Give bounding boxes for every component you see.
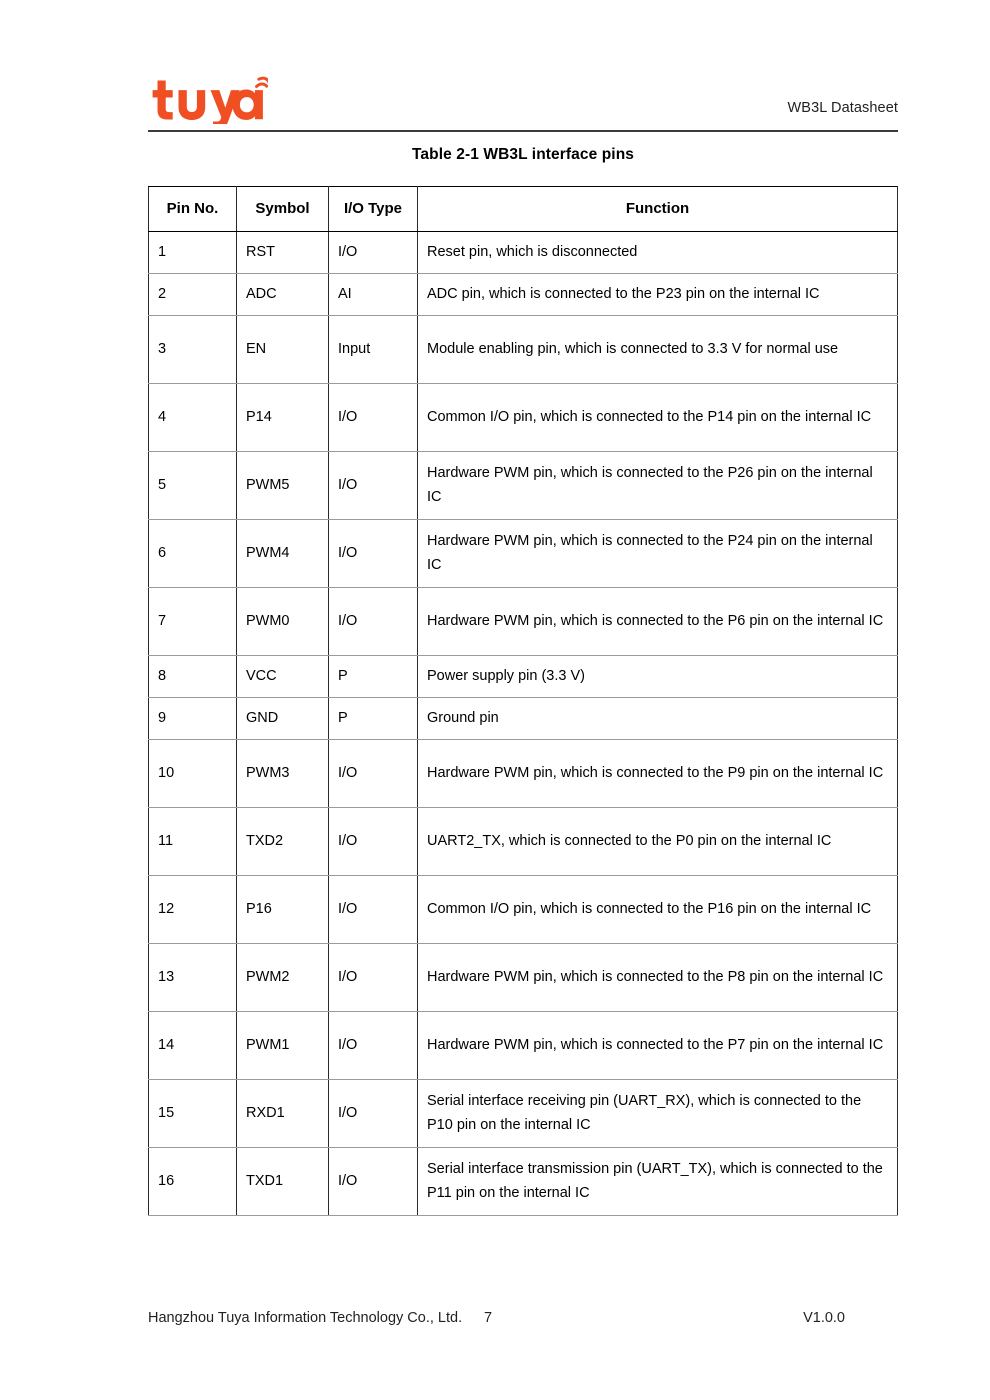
cell-io-type-text: I/O [338, 1036, 358, 1053]
cell-symbol-text: RXD1 [246, 1104, 285, 1121]
header-document-title: WB3L Datasheet [787, 100, 898, 116]
cell-pin-no [149, 274, 237, 316]
column-header-io-type [329, 187, 418, 232]
table-row [149, 944, 898, 1012]
cell-symbol-text: PWM2 [246, 968, 290, 985]
cell-symbol [237, 1012, 329, 1080]
cell-io-type [329, 316, 418, 384]
cell-symbol-text: PWM5 [246, 476, 290, 493]
table-row [149, 384, 898, 452]
cell-function-text: Serial interface receiving pin (UART_RX), which is connected to the P10 pin on the internal IC [427, 1093, 862, 1133]
cell-function [418, 274, 898, 316]
table-row [149, 274, 898, 316]
cell-io-type-text: I/O [338, 900, 358, 917]
interface-pins-table [148, 186, 898, 1216]
cell-pin-no-text: 16 [158, 1172, 175, 1189]
cell-symbol [237, 316, 329, 384]
cell-symbol-text: ADC [246, 285, 277, 302]
table-row [149, 740, 898, 808]
cell-pin-no [149, 808, 237, 876]
cell-io-type [329, 452, 418, 520]
cell-pin-no-text: 11 [158, 832, 174, 849]
cell-pin-no-text: 9 [158, 709, 167, 726]
cell-io-type [329, 808, 418, 876]
cell-function-text: Module enabling pin, which is connected to 3.3 V for normal use [427, 340, 839, 357]
cell-function [418, 452, 898, 520]
footer-page-number: 7 [484, 1310, 493, 1326]
cell-function [418, 232, 898, 274]
cell-pin-no [149, 384, 237, 452]
cell-symbol-text: P16 [246, 900, 272, 917]
cell-pin-no [149, 876, 237, 944]
table-row [149, 876, 898, 944]
tuya-logo [148, 74, 268, 124]
cell-pin-no [149, 588, 237, 656]
cell-symbol [237, 274, 329, 316]
cell-symbol [237, 808, 329, 876]
cell-io-type-text: Input [338, 340, 371, 357]
table-row [149, 232, 898, 274]
cell-function [418, 1012, 898, 1080]
cell-function-text: Ground pin [427, 709, 499, 726]
cell-function-text: Hardware PWM pin, which is connected to the P8 pin on the internal IC [427, 968, 884, 985]
cell-function-text: Reset pin, which is disconnected [427, 243, 638, 260]
cell-function [418, 808, 898, 876]
cell-function [418, 944, 898, 1012]
cell-symbol [237, 384, 329, 452]
cell-pin-no-text: 4 [158, 408, 167, 425]
pin-table-container [148, 186, 897, 1216]
cell-io-type [329, 944, 418, 1012]
wifi-signal-icon [257, 78, 269, 86]
column-header-symbol [237, 187, 329, 232]
cell-pin-no-text: 14 [158, 1036, 175, 1053]
cell-pin-no-text: 8 [158, 667, 167, 684]
cell-function [418, 740, 898, 808]
cell-symbol [237, 452, 329, 520]
cell-pin-no-text: 3 [158, 340, 167, 357]
column-header-pin-no [149, 187, 237, 232]
cell-io-type-text: I/O [338, 408, 358, 425]
column-header-function-label: Function [625, 199, 690, 217]
cell-function [418, 1080, 898, 1148]
cell-function-text: Hardware PWM pin, which is connected to the P9 pin on the internal IC [427, 764, 884, 781]
cell-io-type [329, 232, 418, 274]
table-row [149, 1080, 898, 1148]
table-row [149, 520, 898, 588]
cell-io-type [329, 588, 418, 656]
cell-pin-no [149, 452, 237, 520]
cell-pin-no [149, 1012, 237, 1080]
cell-symbol-text: GND [246, 709, 279, 726]
cell-pin-no [149, 232, 237, 274]
cell-function-text: Common I/O pin, which is connected to the P14 pin on the internal IC [427, 408, 872, 425]
column-header-pin-no-label: Pin No. [166, 199, 219, 217]
cell-pin-no-text: 6 [158, 544, 167, 561]
cell-io-type [329, 1148, 418, 1216]
cell-io-type [329, 384, 418, 452]
table-row [149, 656, 898, 698]
cell-io-type [329, 698, 418, 740]
cell-pin-no-text: 15 [158, 1104, 175, 1121]
cell-pin-no [149, 740, 237, 808]
cell-io-type-text: I/O [338, 764, 358, 781]
cell-pin-no-text: 12 [158, 900, 175, 917]
cell-function [418, 316, 898, 384]
cell-pin-no [149, 656, 237, 698]
table-row [149, 1012, 898, 1080]
cell-io-type [329, 520, 418, 588]
header-divider [148, 130, 898, 132]
page-footer [148, 1310, 898, 1330]
cell-pin-no [149, 316, 237, 384]
cell-symbol [237, 520, 329, 588]
cell-symbol [237, 1080, 329, 1148]
cell-symbol [237, 588, 329, 656]
table-row [149, 588, 898, 656]
cell-io-type-text: I/O [338, 968, 358, 985]
cell-io-type-text: I/O [338, 476, 358, 493]
cell-function-text: UART2_TX, which is connected to the P0 pin on the internal IC [427, 832, 832, 849]
cell-io-type [329, 1080, 418, 1148]
table-row [149, 316, 898, 384]
cell-symbol-text: PWM1 [246, 1036, 290, 1053]
cell-function [418, 656, 898, 698]
cell-symbol-text: TXD1 [246, 1172, 284, 1189]
table-caption: Table 2-1 WB3L interface pins [412, 146, 634, 163]
cell-io-type [329, 876, 418, 944]
cell-function [418, 1148, 898, 1216]
cell-pin-no-text: 2 [158, 285, 167, 302]
cell-io-type-text: I/O [338, 544, 358, 561]
cell-function [418, 520, 898, 588]
cell-pin-no-text: 7 [158, 612, 167, 629]
cell-function-text: Hardware PWM pin, which is connected to the P6 pin on the internal IC [427, 612, 884, 629]
cell-function-text: Hardware PWM pin, which is connected to the P26 pin on the internal IC [427, 465, 873, 505]
cell-symbol-text: RST [246, 243, 275, 260]
column-header-symbol-label: Symbol [255, 199, 310, 217]
cell-function-text: Power supply pin (3.3 V) [427, 667, 585, 684]
cell-symbol-text: PWM0 [246, 612, 290, 629]
cell-symbol-text: PWM4 [246, 544, 290, 561]
cell-function-text: Hardware PWM pin, which is connected to the P7 pin on the internal IC [427, 1036, 884, 1053]
cell-io-type-text: P [338, 667, 348, 684]
footer-version: V1.0.0 [803, 1310, 845, 1326]
cell-symbol [237, 876, 329, 944]
cell-io-type [329, 1012, 418, 1080]
cell-io-type-text: I/O [338, 832, 358, 849]
cell-function [418, 876, 898, 944]
table-body [149, 232, 898, 1216]
cell-pin-no-text: 1 [158, 243, 167, 260]
cell-pin-no-text: 10 [158, 764, 175, 781]
cell-symbol-text: PWM3 [246, 764, 290, 781]
table-header-row [149, 187, 898, 232]
cell-function-text: ADC pin, which is connected to the P23 pin on the internal IC [427, 285, 820, 302]
cell-io-type-text: I/O [338, 1172, 358, 1189]
cell-symbol-text: P14 [246, 408, 272, 425]
column-header-function [418, 187, 898, 232]
cell-pin-no [149, 698, 237, 740]
table-row [149, 808, 898, 876]
page-header [148, 70, 898, 132]
cell-pin-no [149, 1148, 237, 1216]
cell-io-type-text: I/O [338, 243, 358, 260]
table-row [149, 1148, 898, 1216]
cell-io-type-text: P [338, 709, 348, 726]
table-row [149, 452, 898, 520]
cell-symbol-text: TXD2 [246, 832, 284, 849]
cell-pin-no [149, 944, 237, 1012]
cell-pin-no [149, 1080, 237, 1148]
cell-symbol [237, 944, 329, 1012]
cell-symbol [237, 656, 329, 698]
cell-io-type [329, 740, 418, 808]
cell-symbol [237, 1148, 329, 1216]
table-row [149, 698, 898, 740]
cell-function [418, 588, 898, 656]
cell-symbol [237, 740, 329, 808]
cell-pin-no-text: 13 [158, 968, 175, 985]
cell-function-text: Hardware PWM pin, which is connected to the P24 pin on the internal IC [427, 533, 873, 573]
cell-symbol [237, 232, 329, 274]
cell-function-text: Common I/O pin, which is connected to the P16 pin on the internal IC [427, 900, 872, 917]
cell-function [418, 384, 898, 452]
cell-symbol-text: VCC [246, 667, 277, 684]
cell-symbol [237, 698, 329, 740]
cell-io-type-text: I/O [338, 1104, 358, 1121]
cell-io-type [329, 274, 418, 316]
cell-pin-no [149, 520, 237, 588]
cell-symbol-text: EN [246, 340, 267, 357]
cell-io-type-text: I/O [338, 612, 358, 629]
cell-function [418, 698, 898, 740]
cell-io-type [329, 656, 418, 698]
tuya-logo-mark [148, 74, 268, 124]
column-header-io-type-label: I/O Type [343, 199, 403, 217]
cell-io-type-text: AI [338, 285, 352, 302]
cell-function-text: Serial interface transmission pin (UART_TX), which is connected to the P11 pin on the internal IC [427, 1161, 883, 1201]
footer-company: Hangzhou Tuya Information Technology Co., Ltd. [148, 1310, 463, 1326]
cell-pin-no-text: 5 [158, 476, 167, 493]
